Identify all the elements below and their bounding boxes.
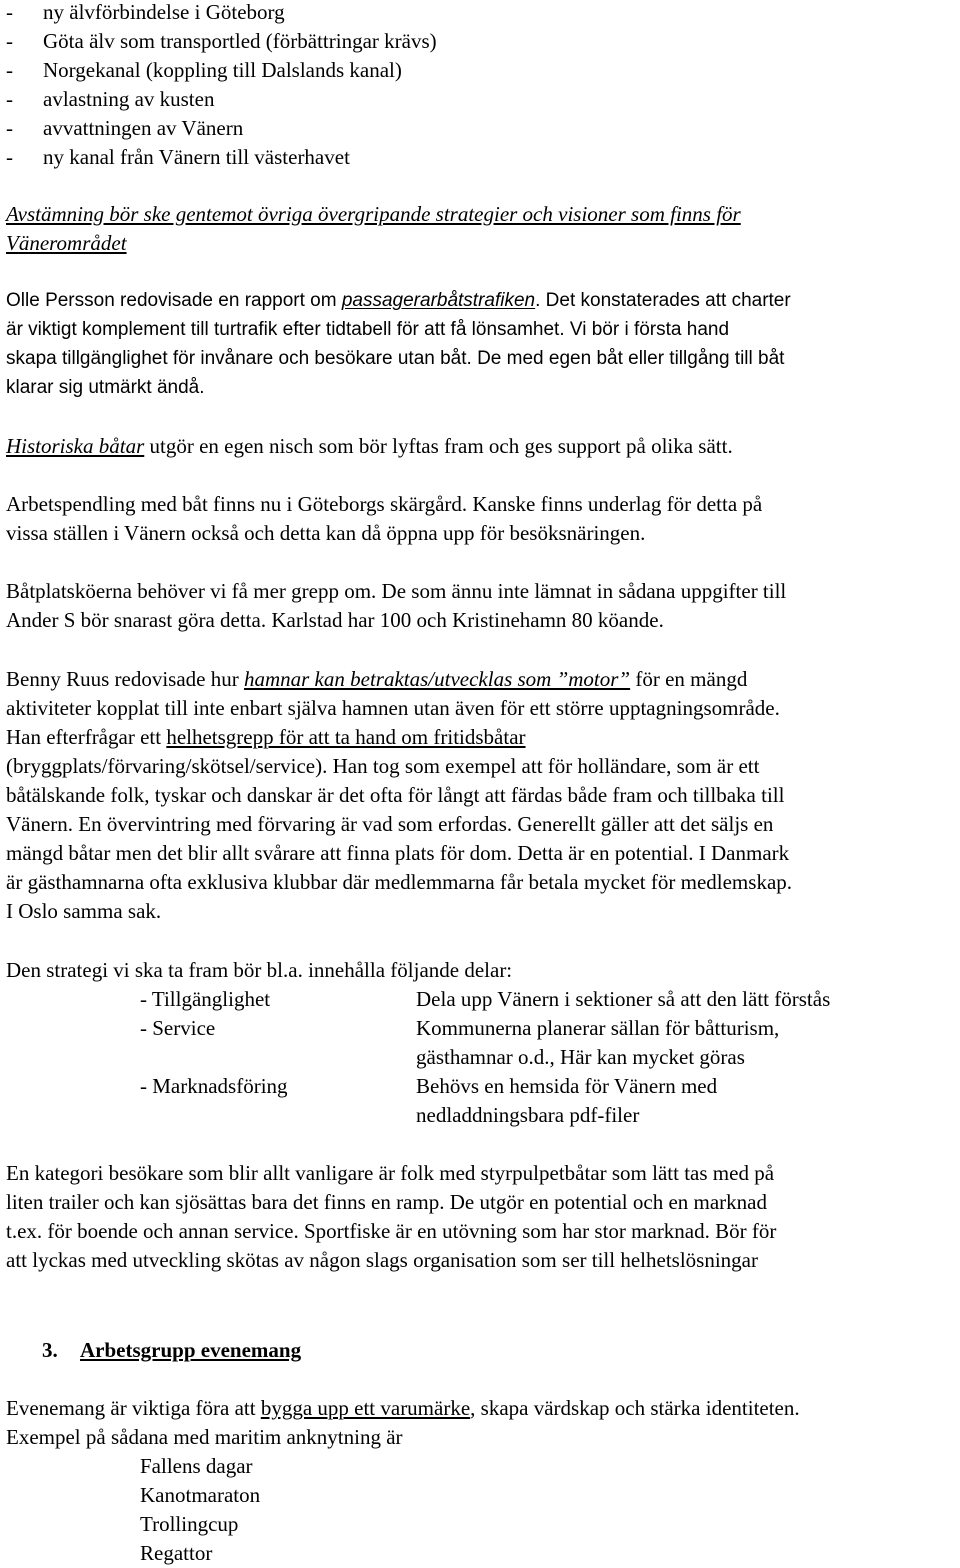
olle-paragraph-line: klarar sig utmärkt ändå.	[6, 377, 205, 398]
strategi-description: Kommunerna planerar sällan för båtturism,	[416, 1016, 780, 1040]
list-item	[6, 28, 437, 54]
list-item	[6, 86, 214, 112]
strategi-description: nedladdningsbara pdf-filer	[416, 1103, 640, 1127]
list-item-text: ny älvförbindelse i Göteborg	[43, 0, 285, 24]
avstamning-line: Avstämning bör ske gentemot övriga övergripande strategier och visioner som finns för	[6, 202, 741, 226]
text-span: Olle Persson redovisade en rapport om	[6, 290, 342, 311]
benny-paragraph-line	[6, 724, 526, 750]
list-item	[6, 0, 285, 25]
benny-paragraph-line: (bryggplats/förvaring/skötsel/service). Han tog som exempel att för holländare, som är ett	[6, 754, 760, 778]
list-item-text: Norgekanal (koppling till Dalslands kanal)	[43, 58, 402, 82]
event-item: Fallens dagar	[140, 1454, 253, 1478]
section-title: Arbetsgrupp evenemang	[80, 1338, 302, 1362]
text-span: för en mängd	[630, 667, 748, 691]
benny-paragraph-line: mängd båtar men det blir allt svårare att finna plats för dom. Detta är en potential. I Danmark	[6, 841, 790, 865]
text-span: Benny Ruus redovisade hur	[6, 667, 244, 691]
benny-paragraph-line	[6, 666, 747, 692]
list-bullet: -	[6, 58, 13, 82]
olle-paragraph-line: är viktigt komplement till turtrafik efter tidtabell för att få lönsamhet. Vi bör i första hand	[6, 319, 730, 340]
arbetspendling-line: vissa ställen i Vänern också och detta kan då öppna upp för besöksnäringen.	[6, 521, 646, 545]
text-span: Han efterfrågar ett	[6, 725, 167, 749]
historiska-batar-link[interactable]: Historiska båtar	[6, 434, 145, 458]
kategori-line: liten trailer och kan sjösättas bara det finns en ramp. De utgör en potential och en marknad	[6, 1190, 767, 1214]
list-item	[6, 115, 243, 141]
event-item: Kanotmaraton	[140, 1483, 261, 1507]
text-span: , skapa värdskap och stärka identiteten.	[470, 1396, 800, 1420]
benny-paragraph-line: båtälskande folk, tyskar och danskar är det ofta för långt att färdas både fram och tillbaka till	[6, 783, 785, 807]
hamnar-motor-link[interactable]: hamnar kan betraktas/utvecklas som ”motor”	[243, 667, 631, 691]
list-bullet: -	[6, 145, 13, 169]
olle-paragraph-line: skapa tillgänglighet för invånare och besökare utan båt. De med egen båt eller tillgång till båt	[6, 348, 785, 369]
arbetspendling-line: Arbetspendling med båt finns nu i Göteborgs skärgård. Kanske finns underlag för detta på	[6, 492, 763, 516]
olle-paragraph-line	[6, 288, 791, 314]
strategi-description: Dela upp Vänern i sektioner så att den lätt förstås	[416, 987, 831, 1011]
list-item-text: ny kanal från Vänern till västerhavet	[43, 145, 350, 169]
benny-paragraph-line: Vänern. En övervintring med förvaring är vad som erfordas. Generellt gäller att det säljs en	[6, 812, 774, 836]
text-span: . Det konstaterades att charter	[535, 290, 791, 311]
text-span: Evenemang är viktiga föra att	[6, 1396, 261, 1420]
evenemang-line: Exempel på sådana med maritim anknytning är	[6, 1425, 403, 1449]
batplats-line: Ander S bör snarast göra detta. Karlstad har 100 och Kristinehamn 80 köande.	[6, 608, 664, 632]
list-item-text: Göta älv som transportled (förbättringar krävs)	[43, 29, 437, 53]
benny-paragraph-line: aktiviteter kopplat till inte enbart själva hamnen utan även för ett större upptagningsområde.	[6, 696, 780, 720]
list-item-text: avvattningen av Vänern	[43, 116, 244, 140]
strategi-intro: Den strategi vi ska ta fram bör bl.a. innehålla följande delar:	[6, 958, 513, 982]
kategori-line: t.ex. för boende och annan service. Sportfiske är en utövning som har stor marknad. Bör för	[6, 1219, 777, 1243]
kategori-line: En kategori besökare som blir allt vanligare är folk med styrpulpetbåtar som lätt tas med på	[6, 1161, 775, 1185]
kategori-line: att lyckas med utveckling skötas av någon slags organisation som ser till helhetslösningar	[6, 1248, 758, 1272]
varumarke-link[interactable]: bygga upp ett varumärke	[260, 1396, 471, 1420]
strategi-label: - Service	[140, 1016, 216, 1040]
list-item	[6, 57, 402, 83]
benny-paragraph-line: I Oslo samma sak.	[6, 899, 162, 923]
text-span: utgör en egen nisch som bör lyftas fram och ges support på olika sätt.	[144, 434, 733, 458]
list-bullet: -	[6, 87, 13, 111]
benny-paragraph-line: är gästhamnarna ofta exklusiva klubbar där medlemmarna får betala mycket för medlemskap.	[6, 870, 793, 894]
helhetsgrepp-link[interactable]: helhetsgrepp för att ta hand om fritidsbåtar	[166, 725, 526, 749]
historiska-paragraph	[6, 433, 733, 459]
avstamning-line: Vänerområdet	[6, 231, 127, 255]
section-heading	[42, 1337, 301, 1363]
section-number: 3.	[42, 1338, 58, 1362]
strategi-description: gästhamnar o.d., Här kan mycket göras	[416, 1045, 745, 1069]
list-item	[6, 144, 350, 170]
passagerarbatstrafiken-link[interactable]: passagerarbåtstrafiken	[341, 290, 536, 311]
strategi-label: - Tillgänglighet	[140, 987, 271, 1011]
evenemang-line	[6, 1395, 800, 1421]
batplats-line: Båtplatsköerna behöver vi få mer grepp om. De som ännu inte lämnat in sådana uppgifter till	[6, 579, 787, 603]
strategi-label: - Marknadsföring	[140, 1074, 288, 1098]
list-item-text: avlastning av kusten	[43, 87, 215, 111]
strategi-description: Behövs en hemsida för Vänern med	[416, 1074, 718, 1098]
event-item: Trollingcup	[140, 1512, 239, 1536]
list-bullet: -	[6, 0, 13, 24]
list-bullet: -	[6, 29, 13, 53]
event-item: Regattor	[140, 1541, 213, 1565]
list-bullet: -	[6, 116, 13, 140]
